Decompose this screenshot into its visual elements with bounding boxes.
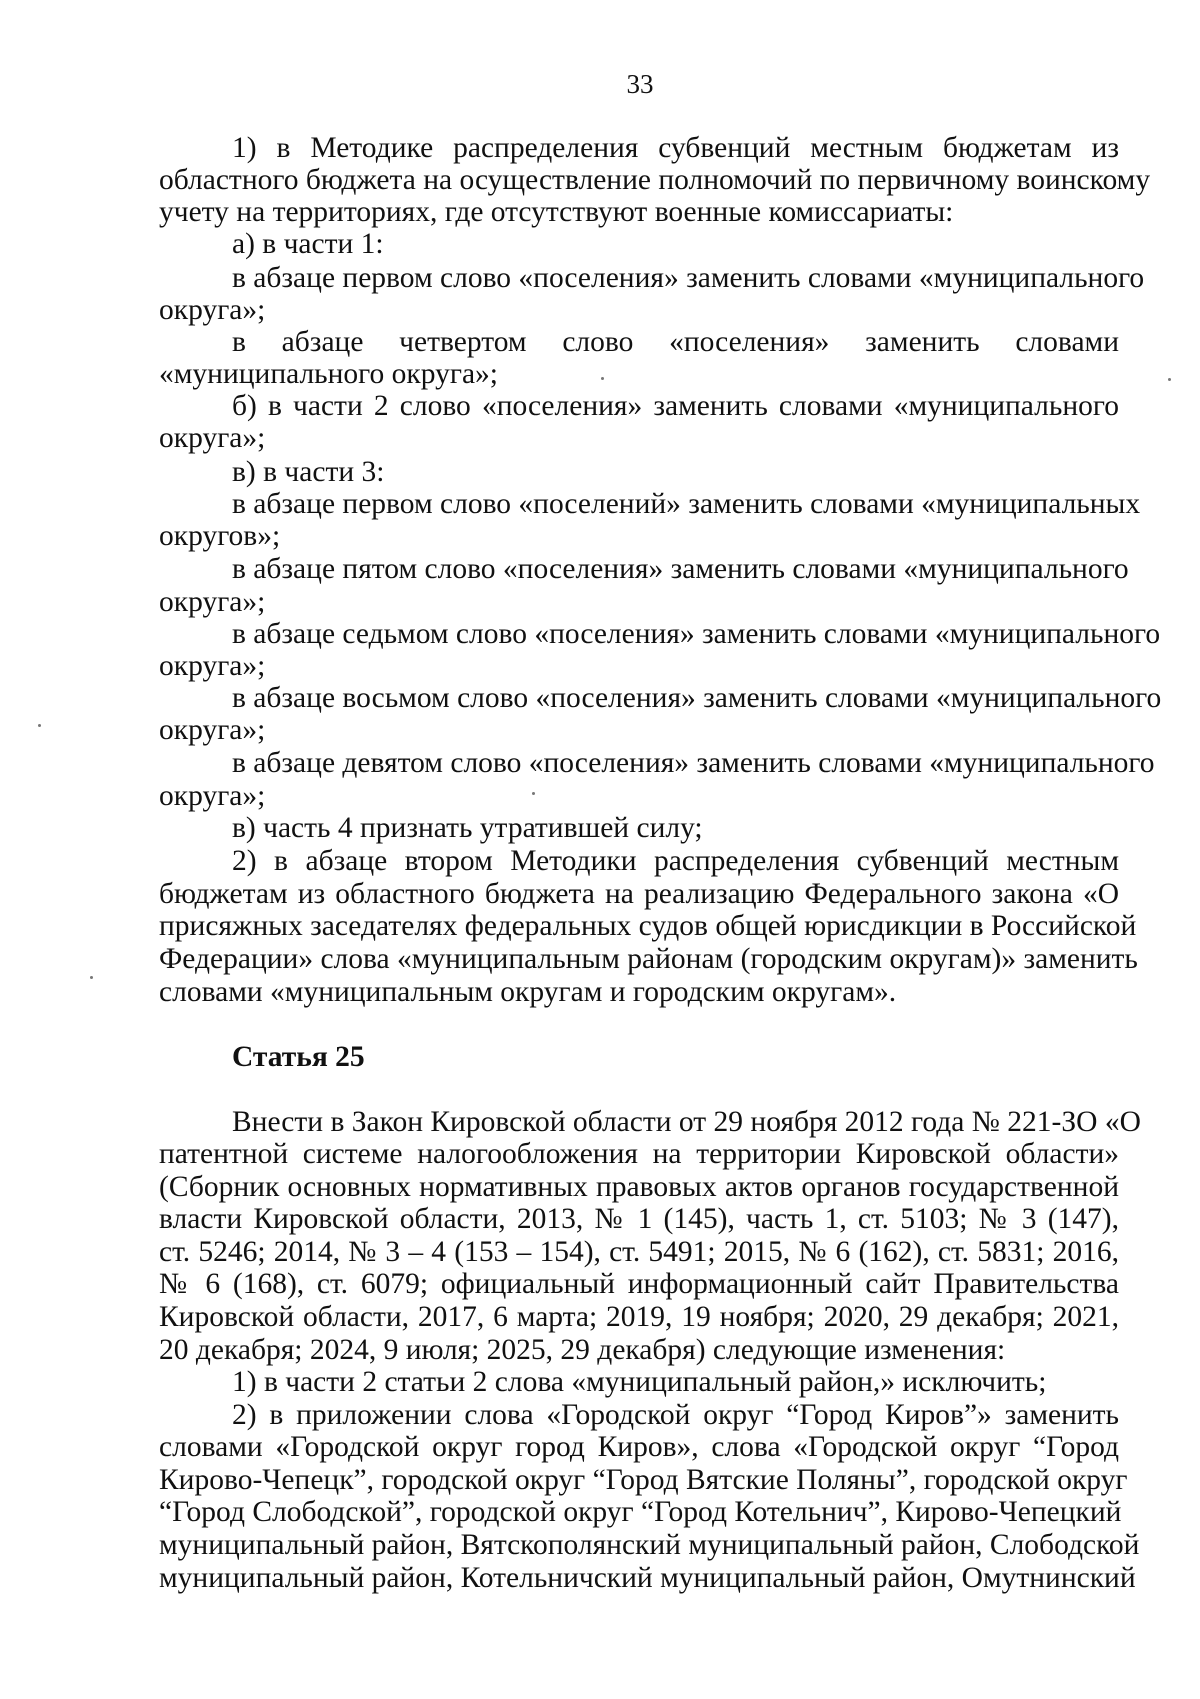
text-line: учету на территориях, где отсутствуют военные комиссариаты: [159, 196, 954, 228]
text-line: 1) в Методике распределения субвенций местным бюджетам из [232, 132, 1119, 164]
page-number: 33 [626, 69, 654, 99]
text-line: в абзаце четвертом слово «поселения» заменить словами [232, 326, 1119, 358]
text-line: № 6 (168), ст. 6079; официальный информационный сайт Правительства [159, 1268, 1119, 1300]
text-line: патентной системе налогообложения на территории Кировской области» [159, 1138, 1119, 1170]
text-line: округа»; [159, 294, 266, 326]
scan-speck [532, 792, 535, 795]
text-line: 2) в абзаце втором Методики распределения субвенций местным [232, 845, 1119, 877]
text-line: в) в части 3: [232, 456, 385, 488]
text-line: в абзаце первом слово «поселений» заменить словами «муниципальных [232, 488, 1141, 520]
scan-speck [90, 976, 93, 979]
text-line: округа»; [159, 714, 266, 746]
scan-speck [601, 377, 604, 380]
text-line: в абзаце первом слово «поселения» заменить словами «муниципального [232, 262, 1145, 294]
text-line: словами «Городской округ город Киров», слова «Городской округ “Город [159, 1431, 1119, 1463]
text-line: ст. 5246; 2014, № 3 – 4 (153 – 154), ст. 5491; 2015, № 6 (162), ст. 5831; 2016, [159, 1236, 1119, 1268]
text-line: округа»; [159, 422, 266, 454]
text-line: Кирово-Чепецк”, городской округ “Город Вятские Поляны”, городской округ [159, 1464, 1128, 1496]
text-line: а) в части 1: [232, 228, 384, 260]
text-line: 20 декабря; 2024, 9 июля; 2025, 29 декабря) следующие изменения: [159, 1334, 1006, 1366]
text-line: округа»; [159, 780, 266, 812]
text-line: муниципальный район, Вятскополянский муниципальный район, Слободской [159, 1529, 1140, 1561]
text-line: округа»; [159, 650, 266, 682]
text-line: Федерации» слова «муниципальным районам (городским округам)» заменить [159, 943, 1138, 975]
text-line: Внести в Закон Кировской области от 29 ноября 2012 года № 221-ЗО «О [232, 1106, 1141, 1138]
text-line: (Сборник основных нормативных правовых актов органов государственной [159, 1171, 1119, 1203]
text-line: в абзаце восьмом слово «поселения» заменить словами «муниципального [232, 682, 1162, 714]
text-line: округов»; [159, 520, 281, 552]
article-heading: Статья 25 [232, 1041, 365, 1073]
text-line: “Город Слободской”, городской округ “Город Котельнич”, Кирово-Чепецкий [159, 1496, 1122, 1528]
text-line: 2) в приложении слова «Городской округ “Город Киров”» заменить [232, 1399, 1119, 1431]
scan-speck [38, 724, 41, 727]
text-line: 1) в части 2 статьи 2 слова «муниципальный район,» исключить; [232, 1366, 1047, 1398]
text-line: «муниципального округа»; [159, 358, 498, 390]
text-line: словами «муниципальным округам и городским округам». [159, 976, 897, 1008]
text-line: б) в части 2 слово «поселения» заменить словами «муниципального [232, 390, 1119, 422]
scan-speck [1168, 378, 1171, 381]
text-line: присяжных заседателях федеральных судов общей юрисдикции в Российской [159, 910, 1137, 942]
text-line: в абзаце пятом слово «поселения» заменить словами «муниципального [232, 553, 1129, 585]
text-line: муниципальный район, Котельничский муниципальный район, Омутнинский [159, 1562, 1136, 1594]
text-line: округа»; [159, 586, 266, 618]
text-line: в) часть 4 признать утратившей силу; [232, 812, 703, 844]
text-line: областного бюджета на осуществление полномочий по первичному воинскому [159, 164, 1151, 196]
text-line: Кировской области, 2017, 6 марта; 2019, 19 ноября; 2020, 29 декабря; 2021, [159, 1301, 1119, 1333]
text-line: власти Кировской области, 2013, № 1 (145), часть 1, ст. 5103; № 3 (147), [159, 1203, 1119, 1235]
text-line: в абзаце девятом слово «поселения» заменить словами «муниципального [232, 747, 1155, 779]
text-line: бюджетам из областного бюджета на реализацию Федерального закона «О [159, 878, 1119, 910]
text-line: в абзаце седьмом слово «поселения» заменить словами «муниципального [232, 618, 1161, 650]
